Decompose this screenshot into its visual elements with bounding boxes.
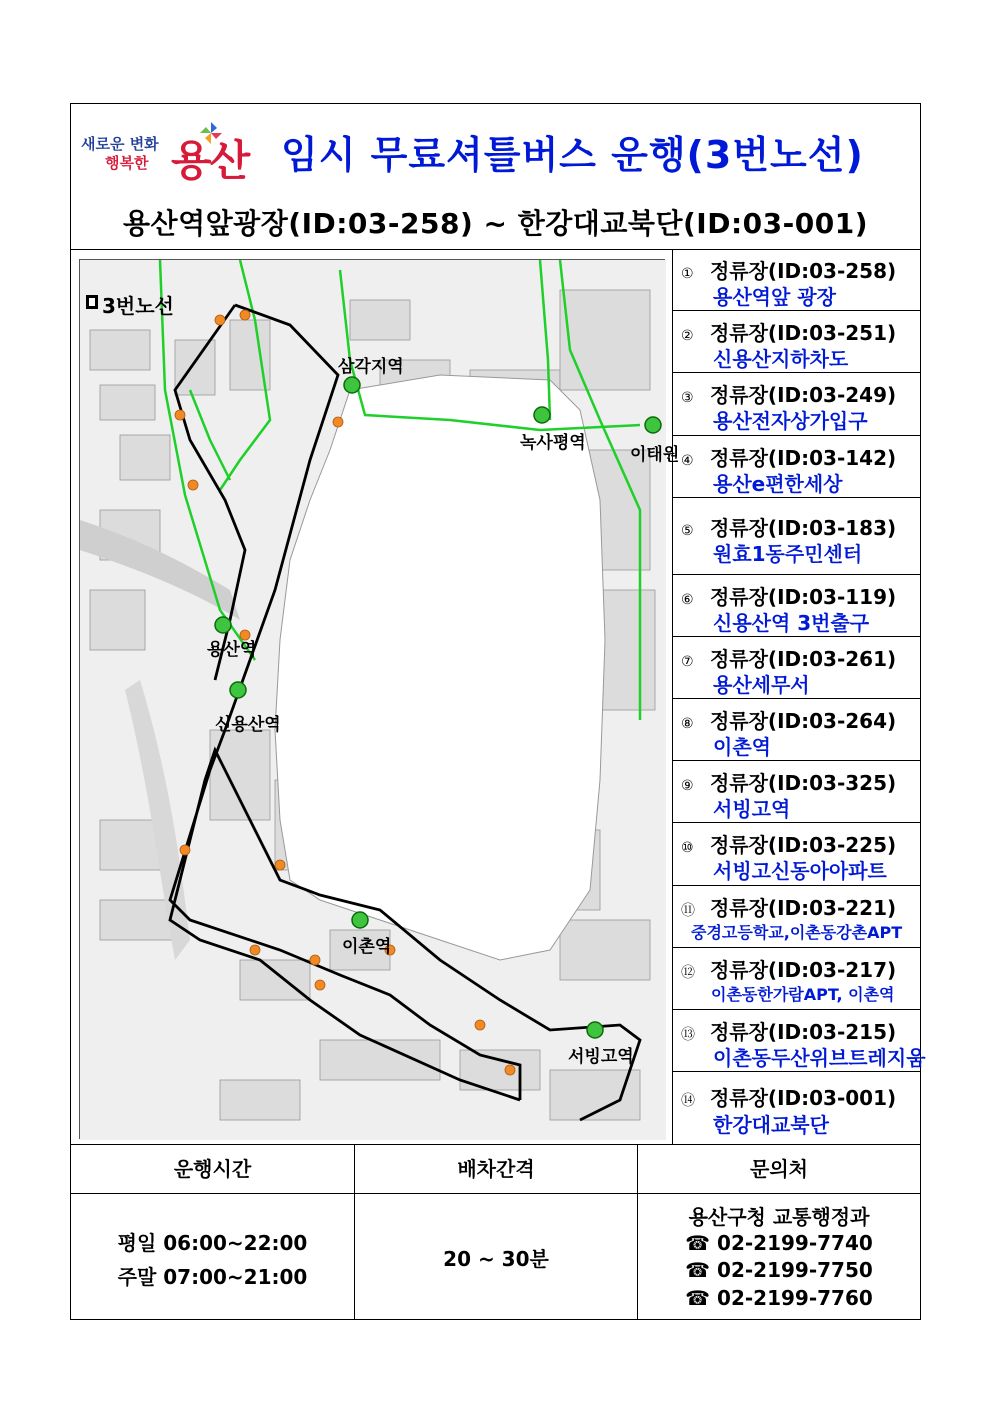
stop-id: 정류장(ID:03-119) — [709, 585, 897, 609]
stop-item — [673, 575, 921, 637]
stop-name: 용산전자상가입구 — [713, 409, 868, 433]
stop-number: ③ — [681, 390, 694, 406]
stop-id: 정류장(ID:03-183) — [709, 516, 897, 540]
stop-id: 정류장(ID:03-261) — [709, 647, 897, 671]
contact-department: 용산구청 교통행정과 — [688, 1205, 870, 1229]
notice-frame — [70, 103, 926, 1320]
stop-item — [673, 948, 921, 1010]
stop-number: ⑪ — [681, 903, 695, 919]
stop-id: 정류장(ID:03-325) — [709, 771, 897, 795]
stop-number: ⑨ — [681, 778, 694, 794]
station-label-noksapyeong: 녹사평역 — [520, 433, 586, 453]
station-label-sinyongsan: 신용산역 — [215, 715, 281, 735]
stop-name: 용산e편한세상 — [713, 472, 843, 496]
stop-name: 서빙고역 — [713, 797, 791, 821]
logo-slogan-1: 새로운 변화 — [81, 135, 159, 153]
stop-item — [673, 1072, 921, 1144]
stop-name: 이촌역 — [713, 735, 771, 759]
map-graphic — [80, 260, 666, 1140]
station-label-ichon: 이촌역 — [342, 937, 392, 957]
stop-item — [673, 699, 921, 761]
stop-number: ① — [681, 266, 694, 282]
stop-number: ⑩ — [681, 840, 694, 856]
stop-item — [673, 637, 921, 699]
stop-number: ④ — [681, 453, 694, 469]
stop-number: ⑤ — [681, 523, 694, 539]
stop-item — [673, 498, 921, 575]
interval-header: 배차간격 — [355, 1145, 637, 1194]
contact-phone-1: ☎ 02-2199-7740 — [685, 1231, 873, 1255]
stop-item — [673, 886, 921, 948]
stop-list — [672, 249, 926, 1144]
station-label-samgakji: 삼각지역 — [338, 357, 404, 377]
contact-phone-3: ☎ 02-2199-7760 — [685, 1286, 873, 1310]
stop-number: ⑦ — [681, 654, 694, 670]
station-label-itaewon: 이태원 — [630, 445, 680, 465]
stop-item — [673, 761, 921, 823]
stop-item — [673, 249, 921, 311]
stop-number: ⑫ — [681, 965, 695, 981]
stop-name: 용산역앞 광장 — [713, 285, 836, 309]
stop-number: ⑥ — [681, 592, 694, 608]
header — [71, 104, 920, 250]
stop-name: 이촌동한가람APT, 이촌역 — [711, 985, 895, 1004]
stop-name: 이촌동두산위브트레지움 — [713, 1046, 926, 1070]
info-table — [71, 1144, 920, 1320]
stop-number: ⑬ — [681, 1027, 695, 1043]
stop-id: 정류장(ID:03-221) — [709, 896, 897, 920]
stop-name: 신용산지하차도 — [713, 347, 849, 371]
weekend-hours: 주말 07:00~21:00 — [117, 1265, 308, 1289]
station-label-seobinggo: 서빙고역 — [568, 1047, 634, 1067]
stop-name: 원효1동주민센터 — [713, 542, 863, 566]
logo-brand: 용산 — [171, 136, 249, 185]
stop-name: 중경고등학교,이촌동강촌APT — [691, 923, 903, 942]
stop-item — [673, 1010, 926, 1072]
interval-value: 20 ~ 30분 — [443, 1247, 549, 1271]
weekday-hours: 평일 06:00~22:00 — [117, 1231, 308, 1255]
stop-id: 정류장(ID:03-264) — [709, 709, 897, 733]
stop-id: 정류장(ID:03-001) — [709, 1086, 897, 1110]
hours-column — [71, 1145, 355, 1320]
interval-column — [355, 1145, 638, 1320]
contact-header: 문의처 — [638, 1145, 920, 1194]
logo-slogan-2: 행복한 — [105, 154, 149, 172]
stop-item — [673, 311, 921, 373]
stop-number: ② — [681, 328, 694, 344]
stop-item — [673, 436, 921, 498]
stop-id: 정류장(ID:03-142) — [709, 446, 897, 470]
station-label-yongsan: 용산역 — [207, 640, 257, 660]
contact-phone-2: ☎ 02-2199-7750 — [685, 1258, 873, 1282]
stop-number: ⑧ — [681, 716, 694, 732]
stop-name: 한강대교북단 — [713, 1113, 829, 1137]
stop-id: 정류장(ID:03-251) — [709, 321, 897, 345]
stop-id: 정류장(ID:03-215) — [709, 1020, 897, 1044]
stop-item — [673, 373, 921, 436]
route-subtitle: 용산역앞광장(ID:03-258) ~ 한강대교북단(ID:03-001) — [122, 207, 868, 240]
stop-name: 서빙고신동아아파트 — [713, 859, 887, 883]
hours-header: 운행시간 — [71, 1145, 354, 1194]
stop-id: 정류장(ID:03-249) — [709, 383, 897, 407]
yongsan-logo — [81, 122, 251, 185]
stop-id: 정류장(ID:03-225) — [709, 833, 897, 857]
stop-number: ⑭ — [681, 1093, 695, 1109]
stop-name: 신용산역 3번출구 — [713, 611, 870, 635]
page-title: 임시 무료셔틀버스 운행(3번노선) — [281, 133, 864, 177]
stop-id: 정류장(ID:03-258) — [709, 259, 897, 283]
map-legend: 3번노선 — [102, 294, 174, 318]
route-map — [79, 259, 680, 1139]
stop-item — [673, 823, 921, 886]
contact-column — [638, 1145, 920, 1320]
stop-name: 용산세무서 — [713, 673, 810, 697]
stop-id: 정류장(ID:03-217) — [709, 958, 897, 982]
